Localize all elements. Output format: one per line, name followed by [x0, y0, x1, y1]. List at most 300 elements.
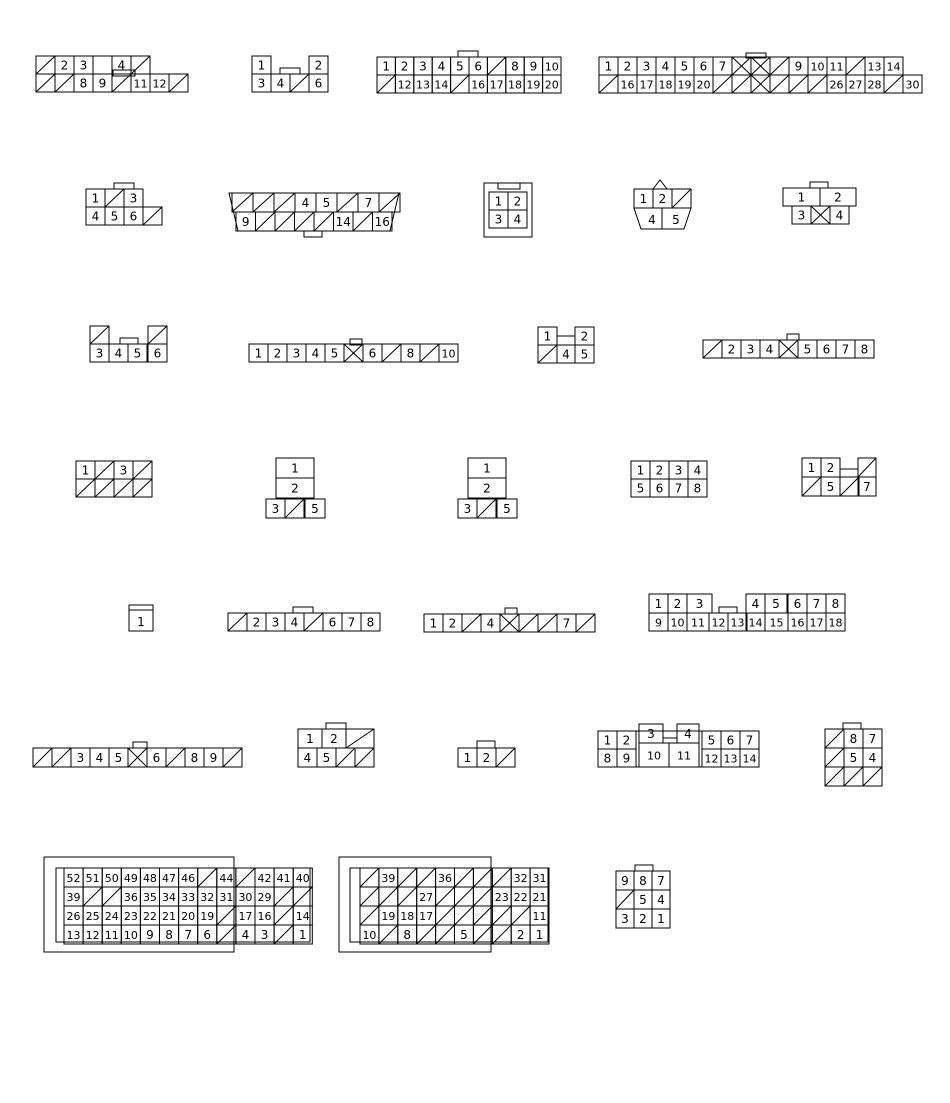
- unused-pin-slash: [112, 74, 131, 92]
- pin-number-label: 1: [494, 194, 503, 209]
- connector-c30: [616, 865, 670, 928]
- pin-number-label: 4: [290, 615, 299, 630]
- unused-pin-slash: [52, 748, 71, 767]
- pin-number-label: 2: [314, 58, 323, 73]
- pin-number-label: 4: [513, 212, 522, 227]
- pin-number-label: 10: [441, 347, 456, 361]
- connector-key: [293, 607, 313, 613]
- unused-pin-slash: [858, 458, 876, 477]
- pin-number-label: 4: [301, 196, 310, 210]
- unused-pin-slash: [95, 461, 114, 479]
- unused-pin-slash: [420, 344, 439, 362]
- pin-number-label: 4: [117, 58, 126, 73]
- pin-number-label: 18: [508, 78, 522, 92]
- pin-number-label: 1: [463, 751, 472, 765]
- unused-pin-slash: [143, 207, 162, 225]
- unused-pin-slash: [538, 614, 557, 632]
- pin-number-label: 32: [513, 872, 528, 885]
- pin-number-label: 9: [209, 751, 218, 765]
- pin-number-label: 5: [826, 480, 835, 494]
- unused-pin-slash: [616, 890, 634, 909]
- connector-c23: [33, 742, 242, 767]
- pin-number-label: 4: [486, 616, 495, 631]
- pin-number-label: 8: [366, 615, 375, 630]
- pin-number-label: 6: [328, 615, 337, 630]
- pin-number-label: 21: [162, 910, 177, 923]
- connector-c22: [649, 594, 845, 631]
- pin-number-label: 27: [848, 78, 863, 92]
- unused-pin-slash: [884, 75, 903, 93]
- unused-pin-slash: [473, 906, 492, 925]
- unused-pin-slash: [304, 613, 323, 631]
- unused-pin-slash: [295, 212, 315, 231]
- pin-number-label: 31: [219, 891, 234, 904]
- unused-pin-slash: [217, 925, 236, 944]
- pin-number-label: 49: [123, 872, 138, 885]
- connector-c2: [252, 56, 328, 92]
- pin-number-label: 3: [79, 58, 88, 73]
- unused-pin-slash: [398, 887, 417, 906]
- pin-number-label: 5: [322, 196, 331, 210]
- pin-number-label: 2: [252, 615, 261, 630]
- pin-number-label: 4: [693, 463, 702, 478]
- pin-number-label: 11: [677, 749, 691, 763]
- pin-number-label: 52: [66, 872, 81, 885]
- unused-pin-slash: [473, 887, 492, 906]
- pin-number-label: 10: [670, 616, 685, 630]
- pin-number-label: 8: [190, 751, 199, 765]
- connector-key: [280, 68, 300, 74]
- unused-pin-slash: [76, 479, 95, 497]
- unused-pin-slash: [166, 748, 185, 767]
- unused-pin-slash: [353, 212, 373, 231]
- pin-number-label: 9: [622, 751, 631, 766]
- connector-c15: [266, 458, 325, 518]
- pin-number-label: 5: [110, 209, 119, 224]
- unused-pin-slash: [360, 868, 379, 887]
- unused-pin-slash: [382, 344, 401, 362]
- pin-number-label: 10: [123, 929, 138, 942]
- pin-number-label: 6: [152, 751, 161, 765]
- pin-number-label: 1: [657, 912, 665, 926]
- unused-pin-slash: [455, 887, 474, 906]
- unused-pin-slash: [417, 925, 436, 944]
- pin-number-label: 2: [516, 928, 525, 942]
- pin-number-label: 9: [146, 928, 154, 942]
- pin-number-label: 3: [257, 76, 266, 91]
- pin-number-label: 2: [673, 597, 682, 611]
- pin-number-label: 4: [835, 208, 844, 223]
- pin-number-label: 1: [797, 190, 806, 205]
- pin-number-label: 17: [639, 78, 654, 92]
- pin-number-label: 25: [85, 910, 100, 923]
- pin-number-label: 39: [66, 891, 81, 904]
- connector-c28: [44, 857, 312, 952]
- unused-pin-slash: [732, 75, 751, 93]
- pin-number-label: 10: [544, 60, 559, 74]
- pin-number-label: 1: [483, 461, 491, 476]
- pin-number-label: 40: [295, 872, 310, 885]
- pin-number-label: 20: [181, 910, 196, 923]
- pin-number-label: 2: [622, 733, 631, 748]
- pin-number-label: 3: [797, 208, 806, 223]
- pin-number-label: 3: [674, 463, 683, 478]
- pin-number-label: 2: [513, 194, 522, 209]
- pin-number-label: 20: [544, 78, 559, 92]
- connector-c29: [339, 857, 549, 952]
- pin-number-label: 8: [406, 346, 415, 361]
- pin-number-label: 1: [254, 346, 263, 361]
- pin-number-label: 4: [657, 893, 665, 907]
- pin-number-label: 1: [137, 615, 145, 629]
- pin-number-label: 5: [460, 928, 468, 942]
- unused-pin-slash: [217, 906, 236, 925]
- pin-number-label: 51: [85, 872, 100, 885]
- pin-number-label: 26: [66, 910, 81, 923]
- unused-pin-slash: [844, 767, 863, 786]
- unused-pin-slash: [770, 75, 789, 93]
- connector-key: [498, 183, 520, 189]
- pin-number-label: 4: [303, 751, 312, 765]
- connector-key: [653, 180, 667, 189]
- unused-pin-slash: [417, 868, 436, 887]
- pin-number-label: 5: [503, 502, 511, 516]
- pin-number-label: 6: [153, 346, 162, 361]
- pin-number-label: 14: [748, 616, 763, 630]
- unused-pin-slash: [355, 748, 374, 767]
- connector-c18: [802, 458, 876, 496]
- unused-pin-slash: [228, 613, 247, 631]
- pin-number-label: 14: [434, 78, 449, 92]
- connector-c24: [298, 723, 374, 767]
- pin-number-label: 20: [696, 78, 711, 92]
- pin-number-label: 9: [529, 59, 538, 74]
- pin-number-label: 1: [382, 59, 391, 74]
- unused-pin-slash: [275, 212, 295, 231]
- pin-number-label: 1: [298, 928, 307, 942]
- pin-number-label: 1: [636, 463, 645, 478]
- pin-number-label: 6: [655, 481, 664, 496]
- unused-pin-slash: [398, 868, 417, 887]
- pin-number-label: 4: [684, 727, 692, 741]
- pin-number-label: 4: [648, 213, 656, 227]
- connector-c17: [631, 461, 707, 497]
- unused-pin-slash: [473, 868, 492, 887]
- pin-number-label: 5: [639, 893, 647, 907]
- pin-number-label: 8: [79, 76, 88, 91]
- connector-key: [477, 741, 495, 748]
- pin-number-label: 11: [133, 77, 148, 91]
- unused-pin-slash: [492, 925, 511, 944]
- pin-number-label: 14: [742, 752, 757, 766]
- connector-key: [120, 338, 138, 344]
- pin-cell: [93, 56, 112, 74]
- unused-pin-slash: [293, 887, 312, 906]
- unused-pin-slash: [336, 748, 355, 767]
- pin-number-label: 10: [647, 749, 661, 763]
- connector-key: [719, 607, 737, 613]
- pin-number-label: 4: [437, 59, 446, 74]
- pin-number-label: 4: [114, 346, 123, 361]
- pin-number-label: 6: [699, 59, 708, 74]
- pin-number-label: 12: [711, 616, 726, 630]
- pin-number-label: 30: [905, 78, 920, 92]
- pin-number-label: 12: [85, 929, 100, 942]
- pin-number-label: 3: [292, 346, 301, 361]
- unused-pin-slash: [436, 925, 455, 944]
- unused-pin-slash: [576, 614, 595, 632]
- unused-pin-slash: [492, 868, 511, 887]
- unused-pin-slash: [253, 193, 274, 212]
- pin-number-label: 4: [661, 59, 670, 74]
- pin-number-label: 11: [691, 616, 705, 630]
- pin-number-label: 11: [829, 60, 844, 74]
- pin-number-label: 6: [203, 928, 212, 942]
- pin-number-label: 13: [416, 78, 430, 92]
- pin-number-label: 2: [639, 912, 647, 926]
- pin-number-label: 3: [271, 615, 280, 630]
- pin-number-label: 36: [123, 891, 138, 904]
- pin-number-label: 6: [314, 76, 323, 91]
- connector-c27: [825, 723, 882, 786]
- pin-number-label: 8: [165, 928, 173, 942]
- pin-number-label: 29: [257, 891, 272, 904]
- pin-number-label: 3: [260, 928, 269, 942]
- unused-pin-slash: [131, 56, 150, 74]
- connector-c1: [36, 56, 188, 92]
- unused-pin-slash: [133, 479, 152, 497]
- unused-pin-slash: [436, 906, 455, 925]
- pin-number-label: 1: [654, 597, 663, 611]
- pin-number-label: 10: [810, 60, 825, 74]
- connector-c26: [598, 724, 759, 767]
- pin-number-label: 7: [745, 733, 754, 748]
- connector-key: [458, 51, 478, 57]
- pin-number-label: 4: [95, 751, 104, 765]
- unused-pin-slash: [148, 326, 167, 344]
- pin-number-label: 16: [257, 910, 272, 923]
- pin-number-label: 3: [271, 502, 280, 516]
- pin-number-label: 19: [677, 78, 692, 92]
- pin-number-label: 5: [322, 751, 331, 765]
- pin-number-label: 3: [76, 751, 85, 765]
- pin-number-label: 8: [403, 928, 412, 942]
- pin-number-label: 4: [276, 76, 285, 91]
- pin-number-label: 6: [368, 346, 377, 361]
- pin-number-label: 42: [257, 872, 272, 885]
- pin-number-label: 4: [868, 751, 877, 765]
- connector-c13: [703, 334, 874, 358]
- pin-number-label: 24: [104, 910, 119, 923]
- unused-pin-slash: [133, 461, 152, 479]
- pin-number-label: 8: [511, 59, 519, 74]
- unused-pin-slash: [825, 767, 844, 786]
- pin-number-label: 10: [362, 929, 377, 942]
- connector-c19: [129, 605, 153, 631]
- pin-number-label: 6: [726, 733, 735, 748]
- unused-pin-slash: [672, 189, 691, 208]
- pin-number-label: 17: [419, 910, 434, 923]
- pin-number-label: 1: [603, 733, 612, 748]
- pin-number-label: 19: [200, 910, 215, 923]
- pin-number-label: 14: [335, 215, 351, 229]
- pin-number-label: 1: [91, 191, 100, 206]
- connector-key: [810, 182, 828, 188]
- pin-number-label: 2: [623, 59, 632, 74]
- connector-c16: [458, 458, 517, 518]
- pin-number-label: 2: [60, 58, 69, 73]
- pin-number-label: 19: [381, 910, 396, 923]
- pin-number-label: 17: [809, 616, 824, 630]
- unused-pin-slash: [105, 189, 124, 207]
- pin-number-label: 34: [162, 891, 177, 904]
- pin-number-label: 13: [723, 752, 738, 766]
- pin-number-label: 17: [238, 910, 253, 923]
- pin-number-label: 5: [455, 59, 464, 74]
- pin-number-label: 47: [162, 872, 177, 885]
- pin-number-label: 16: [374, 215, 390, 229]
- pin-number-label: 9: [655, 616, 662, 630]
- unused-pin-slash: [236, 868, 255, 887]
- pin-number-label: 4: [311, 346, 320, 361]
- unused-pin-slash: [477, 499, 496, 518]
- pin-number-label: 6: [793, 597, 802, 611]
- connector-key: [663, 738, 677, 743]
- unused-pin-slash: [846, 57, 865, 75]
- pin-number-label: 3: [647, 727, 655, 741]
- pin-number-label: 4: [241, 928, 250, 942]
- connector-c14: [76, 461, 152, 497]
- unused-pin-slash: [314, 212, 334, 231]
- pin-number-label: 4: [562, 347, 570, 362]
- pin-number-label: 8: [603, 751, 612, 766]
- connector-c7: [484, 183, 532, 237]
- pin-number-label: 7: [184, 928, 192, 942]
- pin-number-label: 5: [311, 502, 319, 516]
- unused-pin-slash: [102, 887, 121, 906]
- pin-number-label: 50: [104, 872, 119, 885]
- pin-number-label: 14: [886, 60, 901, 74]
- pin-number-label: 2: [727, 342, 736, 357]
- connector-c4: [599, 53, 922, 93]
- pin-number-label: 7: [364, 196, 373, 210]
- connector-c11: [249, 339, 458, 362]
- pin-number-label: 1: [81, 463, 90, 478]
- connector-c9: [783, 182, 856, 224]
- connector-key: [114, 183, 134, 189]
- connector-c3: [377, 51, 561, 93]
- pin-number-label: 1: [429, 616, 438, 631]
- pin-number-label: 8: [693, 481, 702, 496]
- pin-number-label: 1: [639, 192, 648, 206]
- pin-number-label: 1: [535, 928, 544, 942]
- pin-number-label: 6: [822, 342, 831, 357]
- pin-number-label: 18: [828, 616, 843, 630]
- pin-number-label: 16: [790, 616, 805, 630]
- unused-pin-slash: [840, 477, 859, 496]
- connector-key: [304, 231, 322, 237]
- connector-c5: [86, 183, 162, 225]
- unused-pin-slash: [55, 74, 74, 92]
- pin-number-label: 5: [636, 481, 645, 496]
- pin-number-label: 21: [532, 891, 547, 904]
- pin-number-label: 2: [330, 732, 338, 746]
- unused-pin-slash: [802, 477, 821, 496]
- unused-pin-slash: [538, 345, 557, 363]
- pin-number-label: 2: [400, 59, 409, 74]
- pin-number-label: 3: [642, 59, 651, 74]
- unused-pin-slash: [703, 340, 722, 358]
- pin-number-label: 12: [152, 77, 167, 91]
- unused-pin-slash: [346, 729, 374, 748]
- pin-number-label: 1: [257, 58, 266, 73]
- pin-number-label: 2: [658, 192, 667, 206]
- pin-number-label: 18: [658, 78, 673, 92]
- unused-pin-slash: [789, 75, 808, 93]
- pin-number-label: 2: [483, 481, 491, 496]
- housing-gap: [712, 594, 746, 613]
- pin-number-label: 23: [494, 891, 509, 904]
- unused-pin-slash: [95, 479, 114, 497]
- unused-pin-slash: [290, 74, 309, 92]
- pin-number-label: 22: [513, 891, 528, 904]
- pin-number-label: 5: [680, 59, 689, 74]
- pin-number-label: 5: [330, 346, 339, 361]
- unused-pin-slash: [274, 906, 293, 925]
- pin-number-label: 13: [66, 929, 81, 942]
- pin-number-label: 27: [419, 891, 434, 904]
- unused-pin-slash: [511, 906, 530, 925]
- unused-pin-slash: [198, 868, 217, 887]
- unused-pin-slash: [473, 925, 492, 944]
- pin-number-label: 26: [829, 78, 844, 92]
- unused-pin-slash: [455, 868, 474, 887]
- pin-number-label: 1: [306, 732, 314, 746]
- pin-number-label: 3: [463, 502, 472, 516]
- pin-number-label: 3: [746, 342, 755, 357]
- connector-key: [326, 723, 346, 729]
- unused-pin-slash: [825, 729, 844, 748]
- pin-number-label: 5: [849, 751, 858, 765]
- pin-number-label: 6: [129, 209, 138, 224]
- pin-number-label: 14: [295, 910, 310, 923]
- pin-number-label: 46: [181, 872, 196, 885]
- connector-key: [787, 334, 799, 340]
- unused-pin-slash: [169, 74, 188, 92]
- unused-pin-slash: [379, 887, 398, 906]
- connector-key: [505, 608, 517, 614]
- connector-key: [635, 865, 653, 871]
- pin-number-label: 3: [419, 59, 427, 74]
- pin-number-label: 8: [639, 874, 647, 888]
- pin-number-label: 7: [674, 481, 683, 496]
- pin-number-label: 13: [730, 616, 745, 630]
- pin-number-label: 36: [438, 872, 453, 885]
- connector-key: [133, 742, 147, 748]
- pin-number-label: 3: [95, 346, 104, 361]
- connector-c21: [424, 608, 595, 632]
- pin-number-label: 3: [621, 912, 629, 926]
- pin-number-label: 48: [142, 872, 157, 885]
- pin-number-label: 12: [397, 78, 412, 92]
- pin-number-label: 11: [104, 929, 119, 942]
- unused-pin-slash: [274, 193, 295, 212]
- pin-number-label: 9: [98, 76, 107, 91]
- unused-pin-slash: [825, 748, 844, 767]
- unused-pin-slash: [377, 75, 395, 93]
- connector-key: [843, 723, 861, 729]
- pin-number-label: 33: [181, 891, 196, 904]
